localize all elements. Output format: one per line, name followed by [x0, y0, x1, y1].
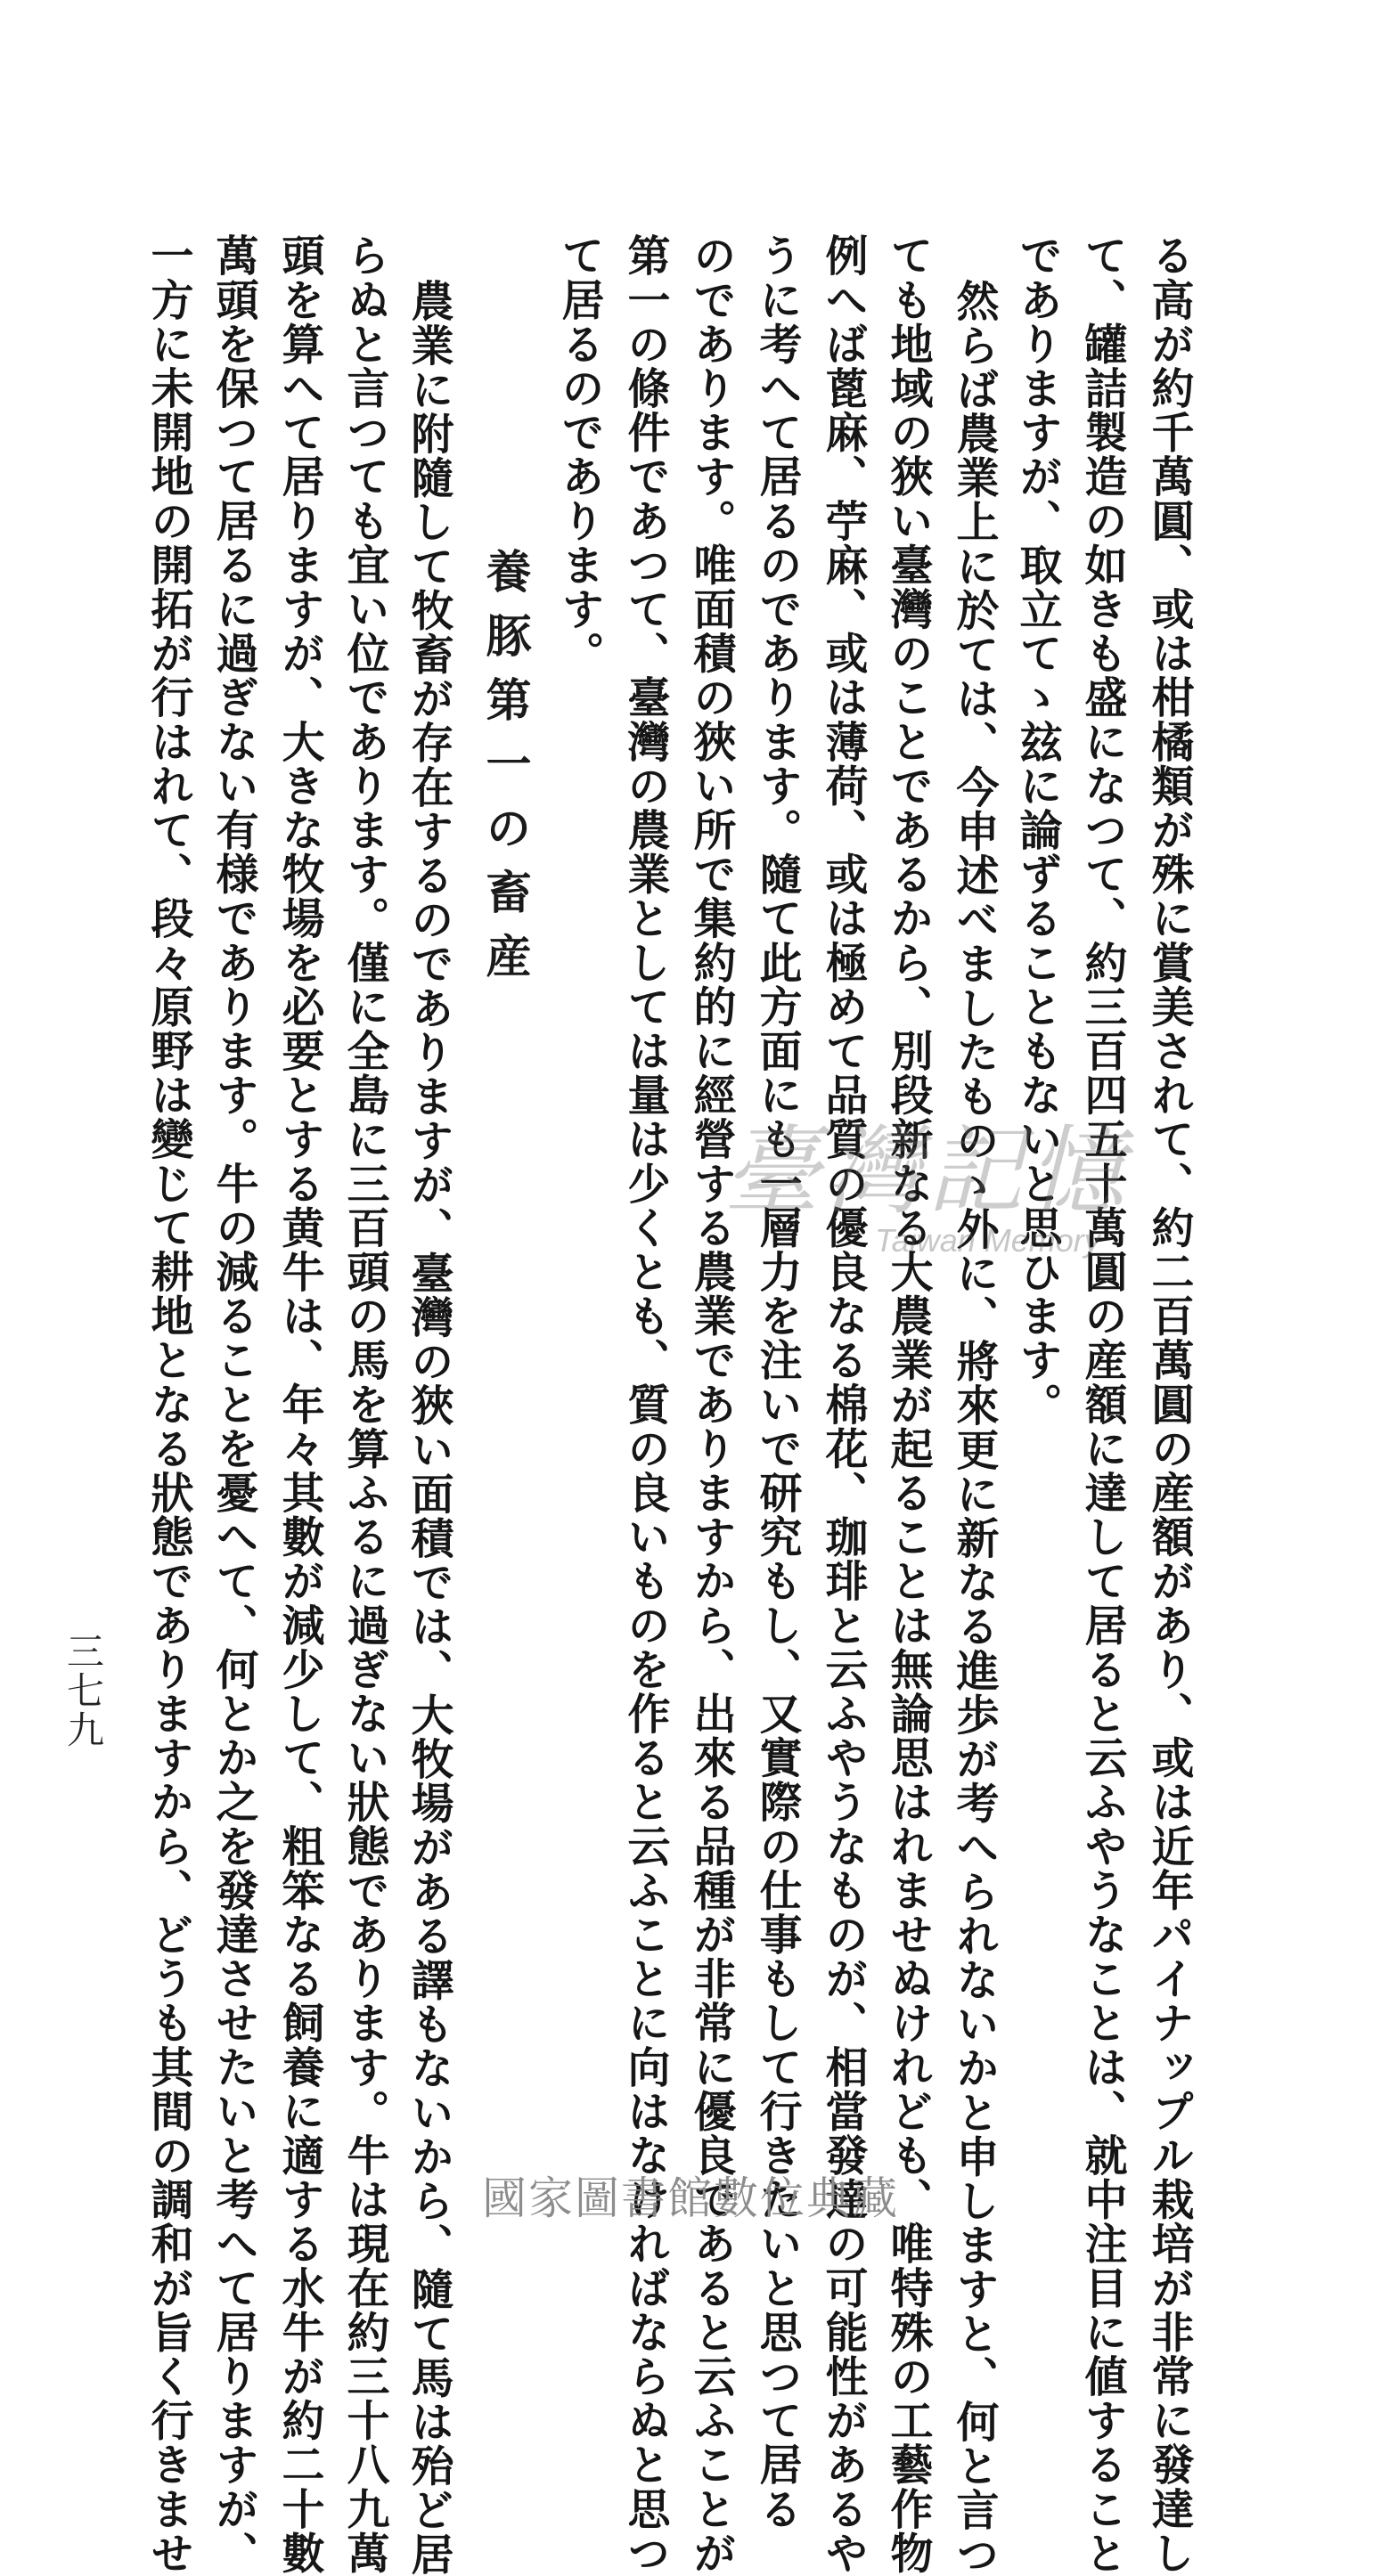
page-number: 三七九 [61, 1632, 105, 1749]
text-column: る高が約千萬圓、或は柑橘類が殊に賞美されて、約二百萬圓の産額があり、或は近年パイナップル栽培が非常に發達し [1144, 233, 1194, 2575]
watermark-main-text: 臺灣記憶 [723, 1116, 1131, 1227]
text-column: て居るのであります。 [554, 233, 604, 675]
text-column: ても地域の狹い臺灣のことであるから、別段新なる大農業が起ることは無論思はれませぬけれども、唯特殊の工藝作物 [883, 233, 933, 2575]
watermark-sub-text: Taiwan Memory [875, 1222, 1100, 1259]
section-heading: 養豚第一の畜産 [478, 548, 531, 997]
text-column: 萬頭を保つて居るに過ぎない有様であります。牛の減ることを憂へて、何とか之を發達させたいと考へて居りますが、 [208, 233, 258, 2575]
text-column: のであります。唯面積の狹い所で集約的に經營する農業でありますから、出來る品種が非常に優良であると云ふことが [686, 233, 736, 2575]
text-column: 例へば蓖麻、苧麻、或は薄荷、或は極めて品質の優良なる棉花、珈琲と云ふやうなものが、相當發達の可能性があるや [818, 233, 868, 2575]
text-column: 然らば農業上に於ては、今申述べましたものゝ外に、將來更に新なる進歩が考へられないかと申しますと、何と言つ [949, 279, 999, 2576]
text-column: て、罐詰製造の如きも盛になつて、約三百四五十萬圓の産額に達して居ると云ふやうなことは、就中注目に値すること [1077, 233, 1127, 2575]
text-column: らぬと言つても宜い位であります。僅に全島に三百頭の馬を算ふるに過ぎない狀態であります。牛は現在約三十八九萬 [339, 233, 389, 2575]
text-column: でありますが、取立てゝ玆に論ずることもないと思ひます。 [1012, 233, 1062, 1427]
text-column: 農業に附隨して牧畜が存在するのでありますが、臺灣の狹い面積では、大牧場がある譯もないから、隨て馬は殆ど居 [404, 279, 454, 2576]
text-column: 頭を算へて居りますが、大きな牧場を必要とする黄牛は、年々其數が減少して、粗笨なる飼養に適する水牛が約二十數 [274, 233, 324, 2575]
text-column: 第一の條件であつて、臺灣の農業としては量は少くとも、質の良いものを作ると云ふことに向はなければならぬと思つ [620, 233, 670, 2575]
footer-credit: 國家圖書館數位典藏 [482, 2172, 899, 2224]
text-column: 一方に未開地の開拓が行はれて、段々原野は變じて耕地となる狀態でありますから、どうも其間の調和が旨く行きませ [143, 233, 193, 2575]
text-column: うに考へて居るのであります。隨て此方面にも一層力を注いで研究もし、又實際の仕事もして行きたいと思つて居る [752, 233, 802, 2531]
